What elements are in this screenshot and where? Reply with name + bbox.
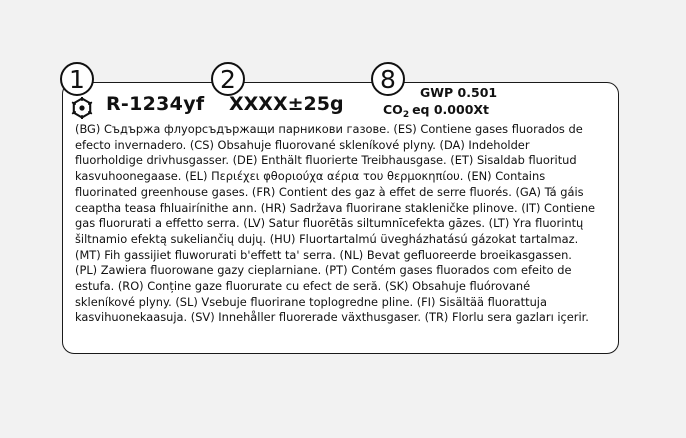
warning-line: efecto invernadero. (CS) Obsahuje fluorované skleníkové plyny. (DA) Indeholder xyxy=(75,137,530,152)
co2-value: eq 0.000Xt xyxy=(412,102,490,117)
warning-line: šiltnamio efektą sukeliančių dujų. (HU) Fluortartalmú üvegházhatású gázokat tartalmaz. xyxy=(75,231,579,246)
refrigerant-type: R-1234yf xyxy=(106,93,205,115)
warning-line: fluorholdige drivhusgasser. (DE) Enthält fluorierte Treibhausgase. (ET) Sisaldab fluoritud xyxy=(75,153,577,168)
co2-equivalent xyxy=(383,102,489,120)
warning-line: gas fluorurati a effetto serra. (LV) Satur fluorētās siltumnīcefekta gāzes. (LT) Yra fluorintų xyxy=(75,216,584,231)
callout-2: 2 xyxy=(211,62,245,96)
warning-line: estufa. (RO) Conține gaze fluorurate cu efect de seră. (SK) Obsahuje fluórované xyxy=(75,279,531,294)
flammable-gas-icon xyxy=(71,97,93,119)
warning-line: (MT) Fih gassijiet fluworurati b'effett ta' serra. (NL) Bevat gefluoreerde broeikasgassen. xyxy=(75,247,572,262)
multilingual-warning-text xyxy=(75,122,613,326)
warning-line: kasvihuonekaasuja. (SV) Innehåller fluorerade växthusgaser. (TR) Florlu sera gazları içerir. xyxy=(75,310,589,325)
callout-8: 8 xyxy=(371,62,405,96)
warning-line: ceaptha teasa fhluairínithe ann. (HR) Sadržava fluorirane stakleničke plinove. (IT) Contiene xyxy=(75,200,596,215)
warning-line: kasvuhoonegaase. (EL) Περιέχει φθοριούχα αέρια του θερμοκηπίου. (EN) Contains xyxy=(75,169,546,184)
warning-line: (BG) Съдържа флуорсъдържащи парникови газове. (ES) Contiene gases fluorados de xyxy=(75,122,583,136)
warning-line: (PL) Zawiera fluorowane gazy cieplarniane. (PT) Contém gases fluorados com efeito de xyxy=(75,263,572,278)
co2-subscript: 2 xyxy=(402,110,410,120)
gwp-value: GWP 0.501 xyxy=(420,85,498,100)
warning-line: fluorinated greenhouse gases. (FR) Contient des gaz à effet de serre fluorés. (GA) Tá gáis xyxy=(75,184,584,199)
warning-line: skleníkové plyny. (SL) Vsebuje fluorirane toplogredne pline. (FI) Sisältää fluorattuja xyxy=(75,294,547,309)
callout-1: 1 xyxy=(60,62,94,96)
co2-prefix: CO xyxy=(383,102,403,117)
refrigerant-charge: XXXX±25g xyxy=(229,93,344,115)
